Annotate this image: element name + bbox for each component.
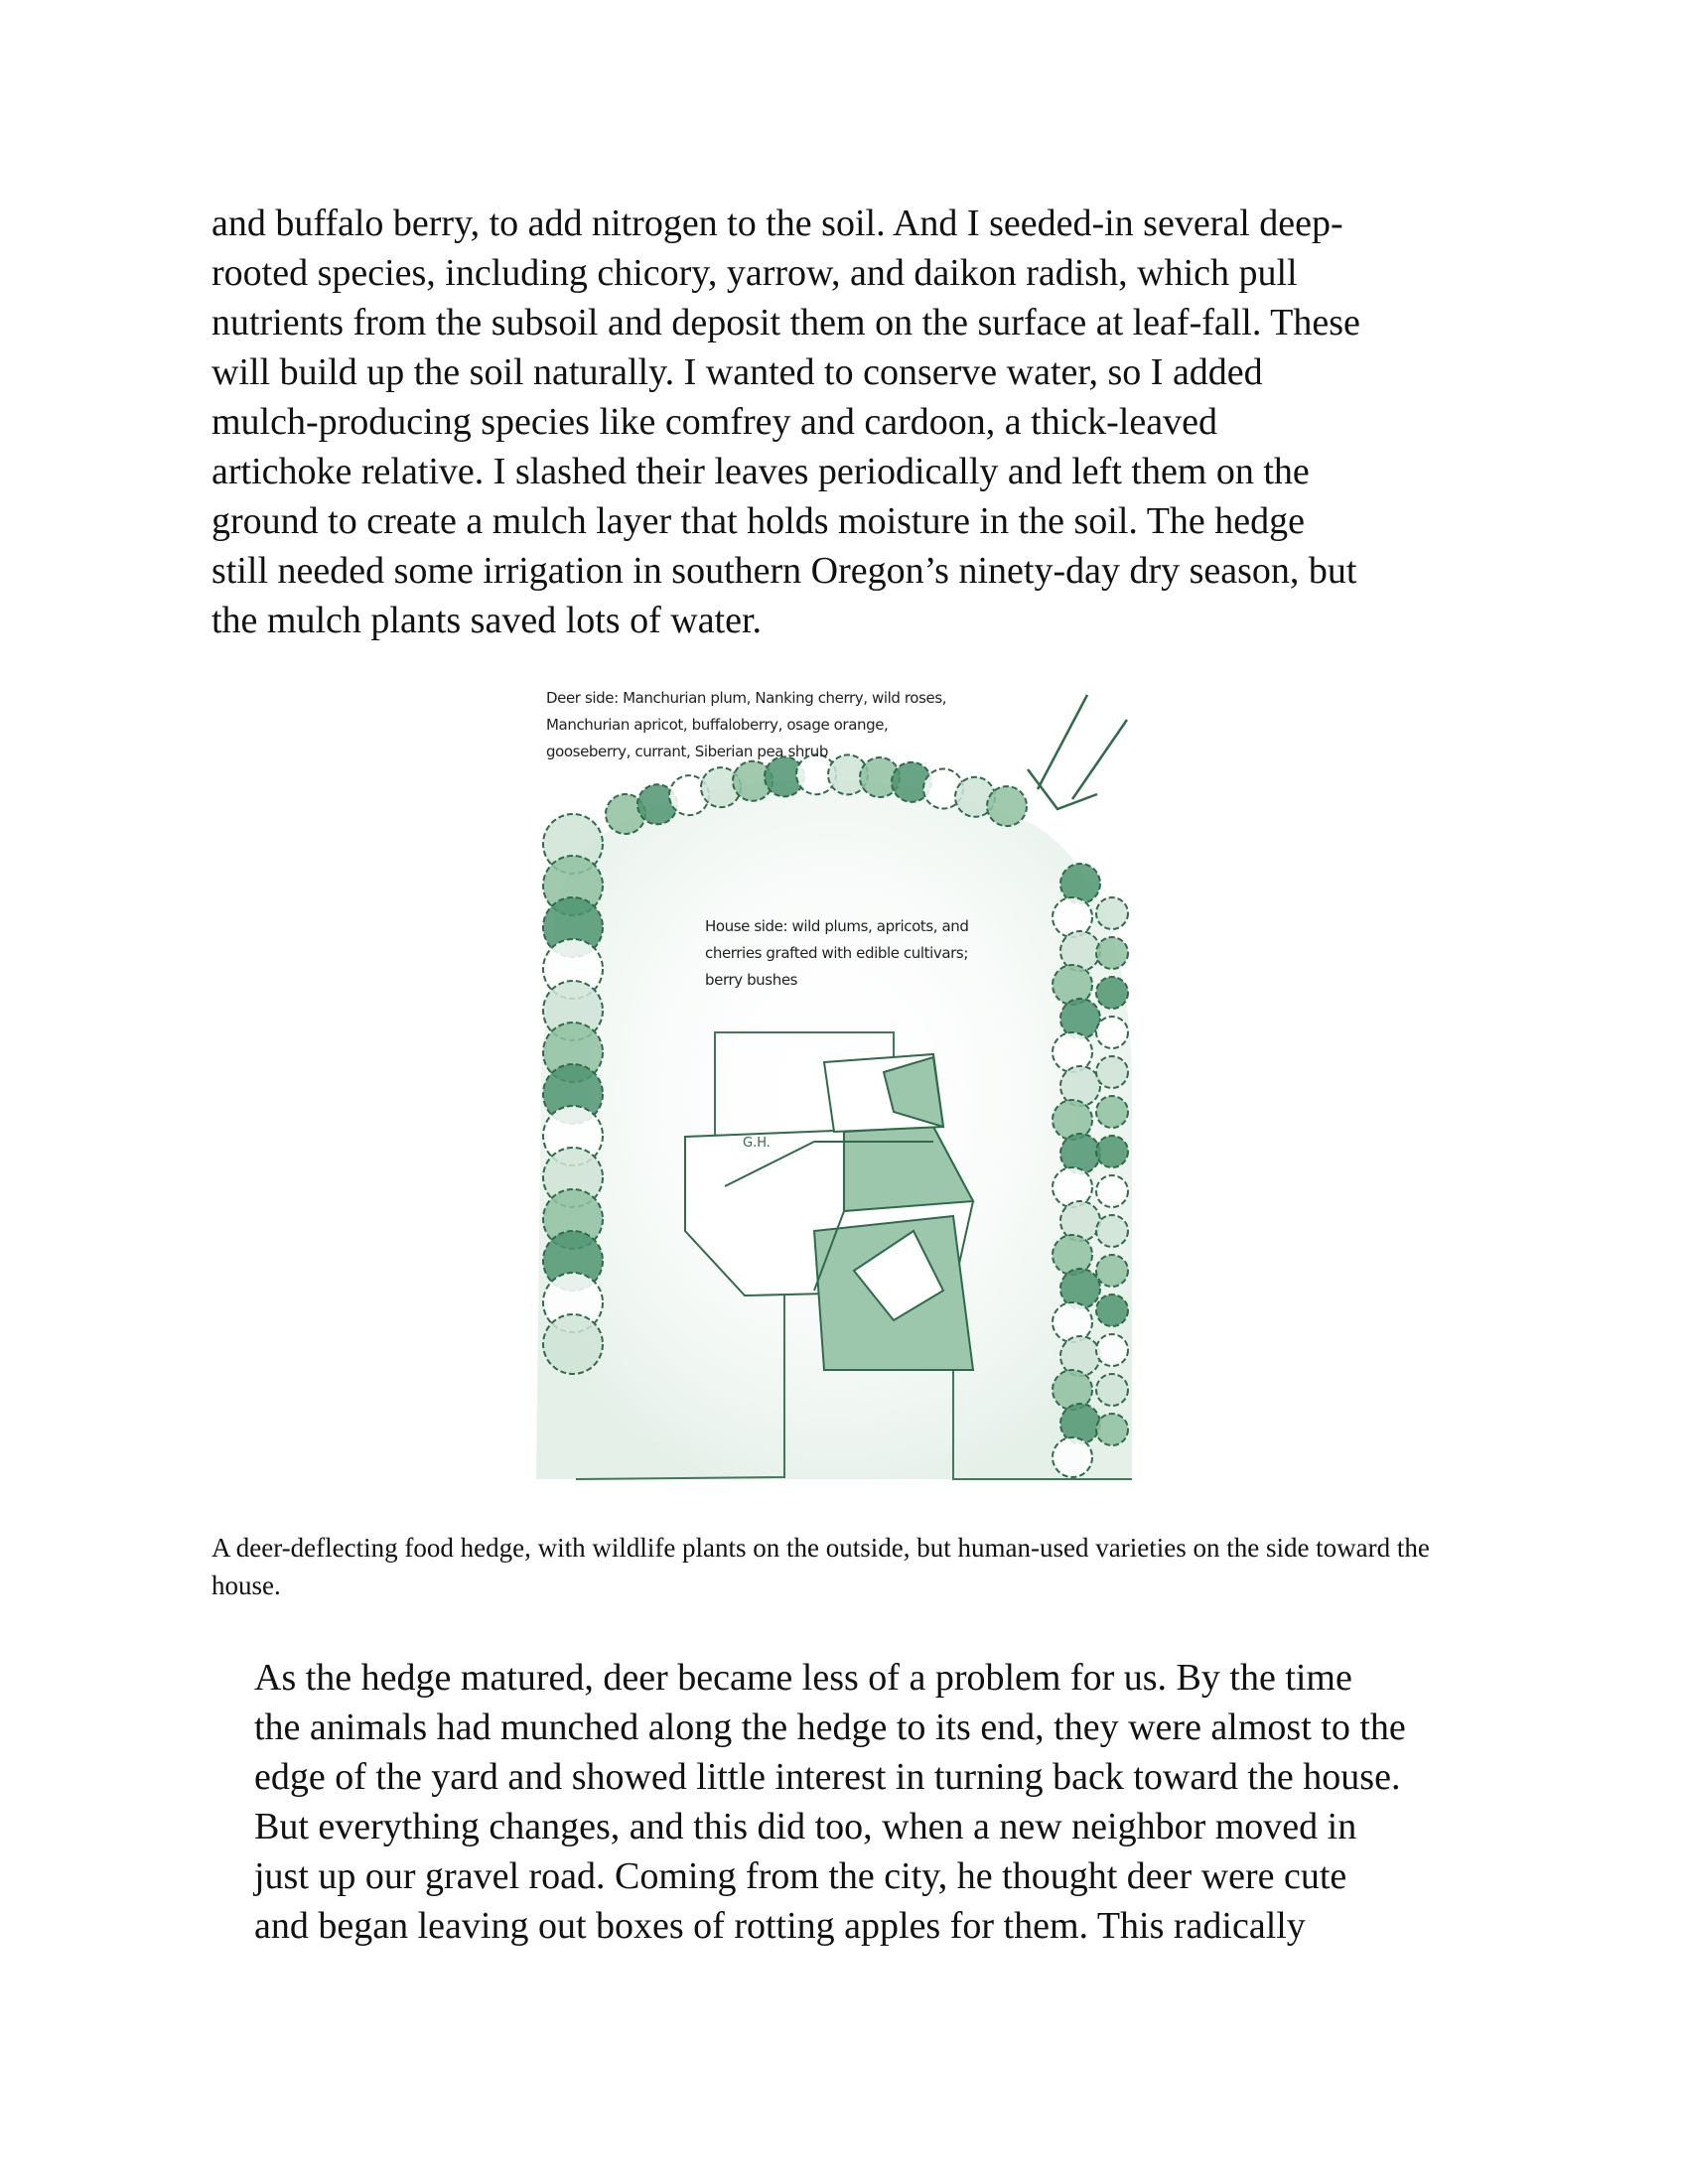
hedge-shrub xyxy=(1060,1269,1100,1308)
hedge-shrub xyxy=(1060,864,1100,903)
hedge-shrub xyxy=(1096,1334,1128,1366)
hedge-shrub xyxy=(1096,1175,1128,1207)
hedge-shrub xyxy=(1060,1201,1100,1241)
text-line: ground to create a mulch layer that holds moisture in the soil. The hedge xyxy=(211,500,1305,542)
hedge-shrub xyxy=(1096,1295,1128,1326)
text-line: rooted species, including chicory, yarrow, and daikon radish, which pull xyxy=(211,252,1298,294)
text-line: nutrients from the subsoil and deposit them on the surface at leaf-fall. These xyxy=(211,302,1360,343)
hedge-shrub xyxy=(1096,977,1128,1009)
text-line: the mulch plants saved lots of water. xyxy=(211,600,763,641)
paragraph-hedge-plants xyxy=(211,199,1492,645)
text-line: mulch-producing species like comfrey and cardoon, a thick-leaved xyxy=(211,401,1217,443)
text-line: But everything changes, and this did too, when a new neighbor moved in xyxy=(254,1806,1357,1847)
hedge-shrub xyxy=(1096,1215,1128,1247)
hedge-illustration xyxy=(516,675,1241,1499)
text-line: still needed some irrigation in southern Oregon’s ninety-day dry season, but xyxy=(211,550,1357,592)
text-line: will build up the soil naturally. I wanted to conserve water, so I added xyxy=(211,351,1263,393)
text-line: just up our gravel road. Coming from the city, he thought deer were cute xyxy=(254,1855,1347,1897)
text-line: edge of the yard and showed little interest in turning back toward the house. xyxy=(254,1756,1401,1798)
hedge-shrub xyxy=(1096,897,1128,929)
hedge-shrub xyxy=(1096,1017,1128,1048)
hedge-shrub xyxy=(1096,1255,1128,1287)
text-line: As the hedge matured, deer became less of a problem for us. By the time xyxy=(254,1657,1352,1699)
hedge-shrub xyxy=(1060,1134,1100,1173)
text-line: artichoke relative. I slashed their leaves periodically and left them on the xyxy=(211,451,1310,492)
house-side-label: House side: wild plums, apricots, and cherries grafted with edible cultivars; berry bushes xyxy=(705,917,969,989)
hedge-shrub xyxy=(543,1314,603,1374)
hedge-shrub xyxy=(1096,1374,1128,1406)
text-line: and began leaving out boxes of rotting apples for them. This radically xyxy=(254,1905,1306,1947)
hedge-plan-drawing xyxy=(516,675,1241,1499)
deer-side-label: Deer side: Manchurian plum, Nanking cherry, wild roses, Manchurian apricot, buffaloberry, osage orange, gooseberry, currant, Siberian pea shrub xyxy=(546,689,947,760)
hedge-shrub xyxy=(1060,1336,1100,1376)
hedge-shrub xyxy=(1096,1096,1128,1128)
hedge-shrub xyxy=(1060,931,1100,971)
hedge-shrub xyxy=(1060,1404,1100,1443)
text-line: and buffalo berry, to add nitrogen to the soil. And I seeded-in several deep- xyxy=(211,203,1343,244)
hedge-shrub xyxy=(1060,999,1100,1038)
hedge-shrub xyxy=(1053,1437,1092,1477)
deer-direction-arrow xyxy=(1028,695,1127,809)
hedge-shrub xyxy=(987,786,1027,826)
paragraph-neighbor xyxy=(211,1653,1492,1951)
hedge-shrub xyxy=(1096,937,1128,969)
text-line: the animals had munched along the hedge to its end, they were almost to the xyxy=(254,1706,1406,1748)
hedge-shrub xyxy=(1060,1066,1100,1106)
greenhouse-label: G.H. xyxy=(743,1136,771,1151)
hedge-shrub xyxy=(1096,1414,1128,1445)
figure-caption: A deer-deflecting food hedge, with wildlife plants on the outside, but human-used varieties on the side toward the house. xyxy=(211,1533,1430,1600)
hedge-shrub xyxy=(1096,1136,1128,1167)
hedge-shrub xyxy=(1096,1056,1128,1088)
